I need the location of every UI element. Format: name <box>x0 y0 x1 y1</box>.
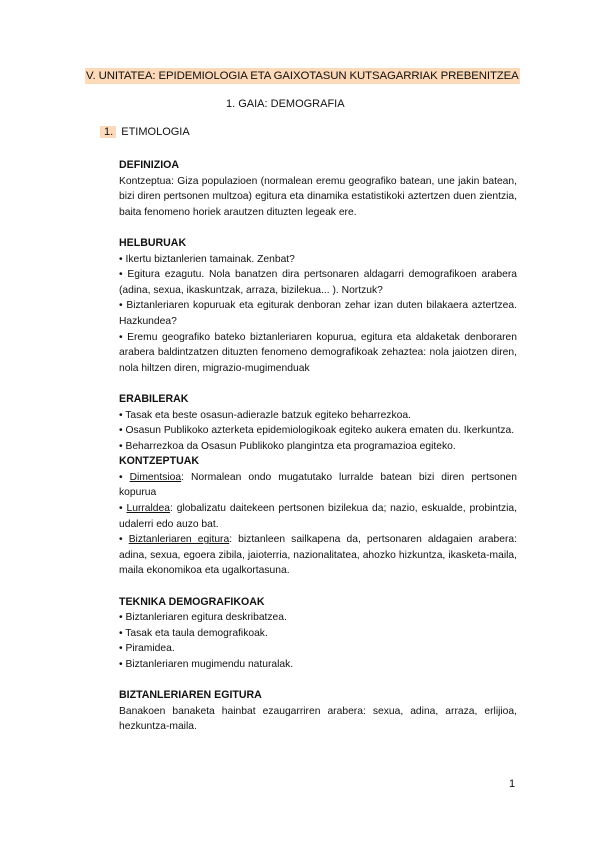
page-number: 1 <box>509 778 516 790</box>
bullet: • <box>119 471 130 483</box>
kontzeptuak-item <box>119 470 517 501</box>
erabilerak-item: • Tasak eta beste osasun-adierazle batzuk egiteko beharrezkoa. <box>119 409 411 421</box>
helburuak-heading: HELBURUAK <box>119 236 187 249</box>
erabilerak-item: • Osasun Publikoko azterketa epidemiologikoak egiteko aukera ematen du. Ikerkuntza. <box>119 425 515 437</box>
concept-text: : Normalean ondo mugatutako lurralde batean bizi diren pertsonen kopurua <box>119 471 517 499</box>
erabilerak-item: • Beharrezkoa da Osasun Publikoko plangintza eta programazioa egiteko. <box>119 440 456 452</box>
helburuak-item: • Ikertu biztanlerien tamainak. Zenbat? <box>119 253 295 265</box>
erabilerak-heading: ERABILERAK <box>119 392 189 405</box>
definizioa-heading: DEFINIZIOA <box>119 159 180 171</box>
concept-term: Biztanleriaren egitura <box>128 534 230 546</box>
teknika-heading: TEKNIKA DEMOGRAFIKOAK <box>119 595 265 608</box>
concept-term: Dimentsioa <box>129 471 182 483</box>
egitura-text: Banakoen banaketa hainbat ezaugarriren arabera: sexua, adina, arraza, erlijioa, hezkuntza-maila. <box>119 705 517 733</box>
concept-term: Lurraldea <box>126 503 170 515</box>
bullet: • <box>119 534 129 546</box>
kontzeptuak-item <box>119 532 517 579</box>
helburuak-item: • Eremu geografiko bateko biztanleriaren kopurua, egitura eta aldaketak denboraren arabera baldintzatzen dituzten fenomeno demografikoak zehaztea: nola jaiotzen diren, nola hiltzen diren, migrazio-mugimenduak <box>119 331 517 374</box>
teknika-item: • Biztanleriaren mugimendu naturalak. <box>119 659 294 670</box>
unit-title: V. UNITATEA: EPIDEMIOLOGIA ETA GAIXOTASUN KUTSAGARRIAK PREBENITZEA <box>86 70 519 82</box>
egitura-heading: BIZTANLERIAREN EGITURA <box>119 689 262 702</box>
kontzeptuak-item <box>119 501 517 532</box>
teknika-item: • Piramidea. <box>119 643 175 655</box>
bullet: • <box>119 503 127 515</box>
kontzeptuak-heading: KONTZEPTUAK <box>119 455 200 468</box>
topic-title: 1. GAIA: DEMOGRAFIA <box>226 98 345 110</box>
concept-text: : globalizatu daitekeen pertsonen bizilekua da; nazio, eskualde, probintzia, udalerri edo auzo bat. <box>119 503 517 530</box>
teknika-item: • Tasak eta taula demografikoak. <box>119 627 268 639</box>
section-title: ETIMOLOGIA <box>121 126 190 138</box>
concept-text: : biztanleen sailkapena da, pertsonaren aldagaien arabera: adina, sexua, egoera zibila, jaioterria, nazionalitatea, ahozko hizkuntza, ikasketa-maila, maila ekonomikoa eta ugalkortasuna. <box>119 534 518 577</box>
definizioa-text: Kontzeptua: Giza populazioen (normalean eremu geografiko batean, une jakin batean, bizi diren pertsonen multzoa) egitura eta dinamika estatistikoki aztertzen duen zientzia, baita fenomeno horiek arautzen dituzten legeak ere. <box>119 175 517 218</box>
helburuak-item: • Egitura ezagutu. Nola banatzen dira pertsonaren aldagarri demografikoen arabera (adina, sexua, ikaskuntzak, arraza, bizilekua... ). Nortzuk? <box>119 269 517 296</box>
document-body <box>119 158 517 735</box>
section-number: 1. <box>100 126 116 138</box>
teknika-item: • Biztanleriaren egitura deskribatzea. <box>119 612 287 624</box>
section-heading <box>100 125 190 139</box>
helburuak-item: • Biztanleriaren kopuruak eta egiturak denboran zehar izan duten bilakaera aztertzea. Hazkundea? <box>119 300 517 327</box>
